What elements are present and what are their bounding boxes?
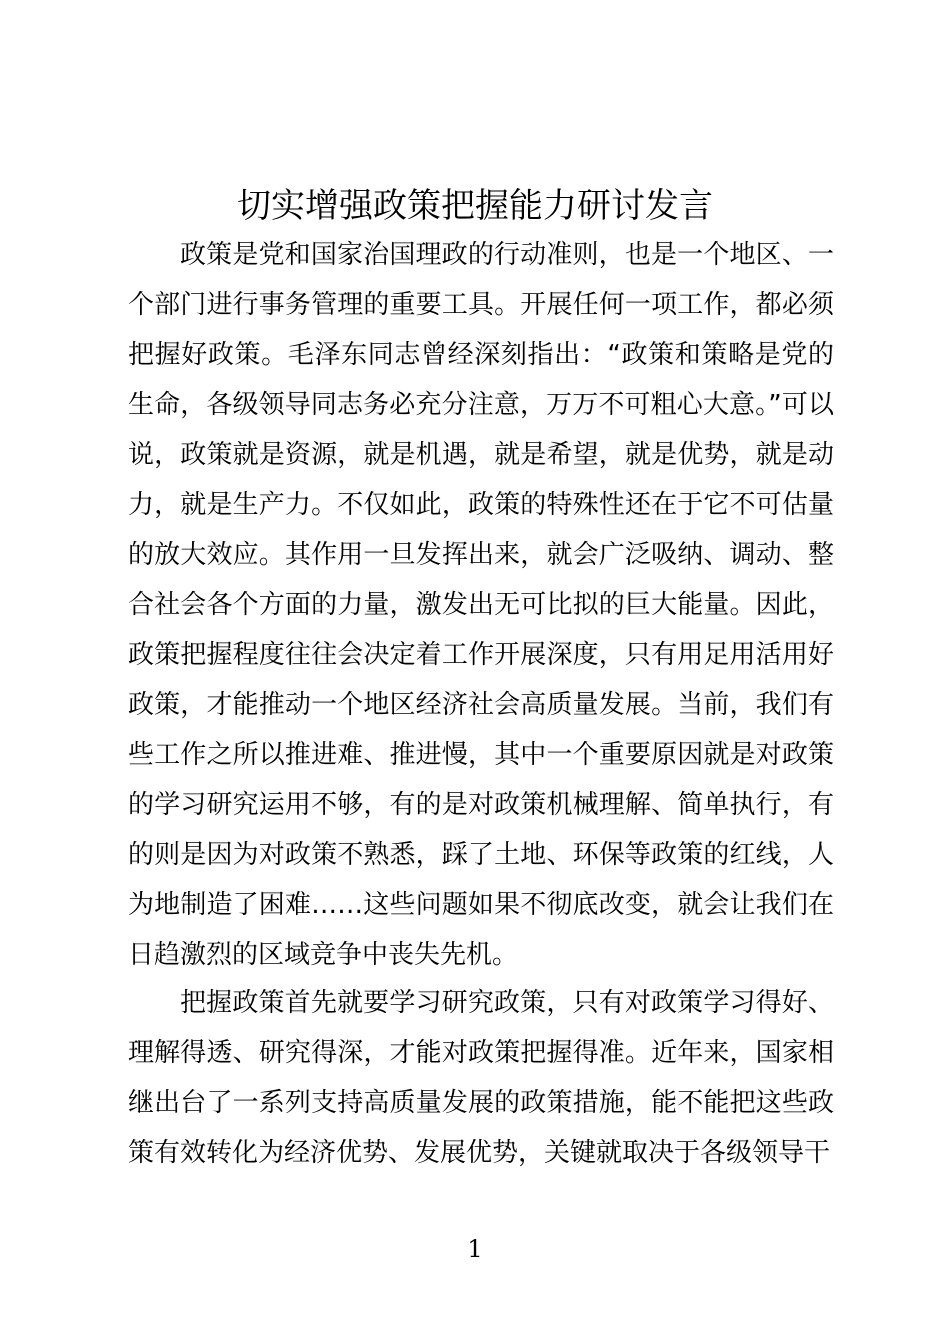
- page-number: 1: [467, 1235, 483, 1263]
- body-paragraph: 政策是党和国家治国理政的行动准则，也是一个地区、一个部门进行事务管理的重要工具。开展任何一项工作，都必须把握好政策。毛泽东同志曾经深刻指出：“政策和策略是党的生命，各级领导同志务必充分注意，万万不可粗心大意。”可以说，政策就是资源，就是机遇，就是希望，就是优势，就是动力，就是生产力。不仅如此，政策的特殊性还在于它不可估量的放大效应。其作用一旦发挥出来，就会广泛吸纳、调动、整合社会各个方面的力量，激发出无可比拟的巨大能量。因此，政策把握程度往往会决定着工作开展深度，只有用足用活用好政策，才能推动一个地区经济社会高质量发展。当前，我们有些工作之所以推进难、推进慢，其中一个重要原因就是对政策的学习研究运用不够，有的是对政策机械理解、简单执行，有的则是因为对政策不熟悉，踩了土地、环保等政策的红线，人为地制造了困难……这些问题如果不彻底改变，就会让我们在日趋激烈的区域竞争中丧失先机。: [128, 240, 834, 970]
- body-paragraph: 把握政策首先就要学习研究政策，只有对政策学习得好、理解得透、研究得深，才能对政策把握得准。近年来，国家相继出台了一系列支持高质量发展的政策措施，能不能把这些政策有效转化为经济优势、发展优势，关键就取决于各级领导干: [128, 988, 834, 1168]
- document-title: 切实增强政策把握能力研讨发言: [237, 186, 713, 226]
